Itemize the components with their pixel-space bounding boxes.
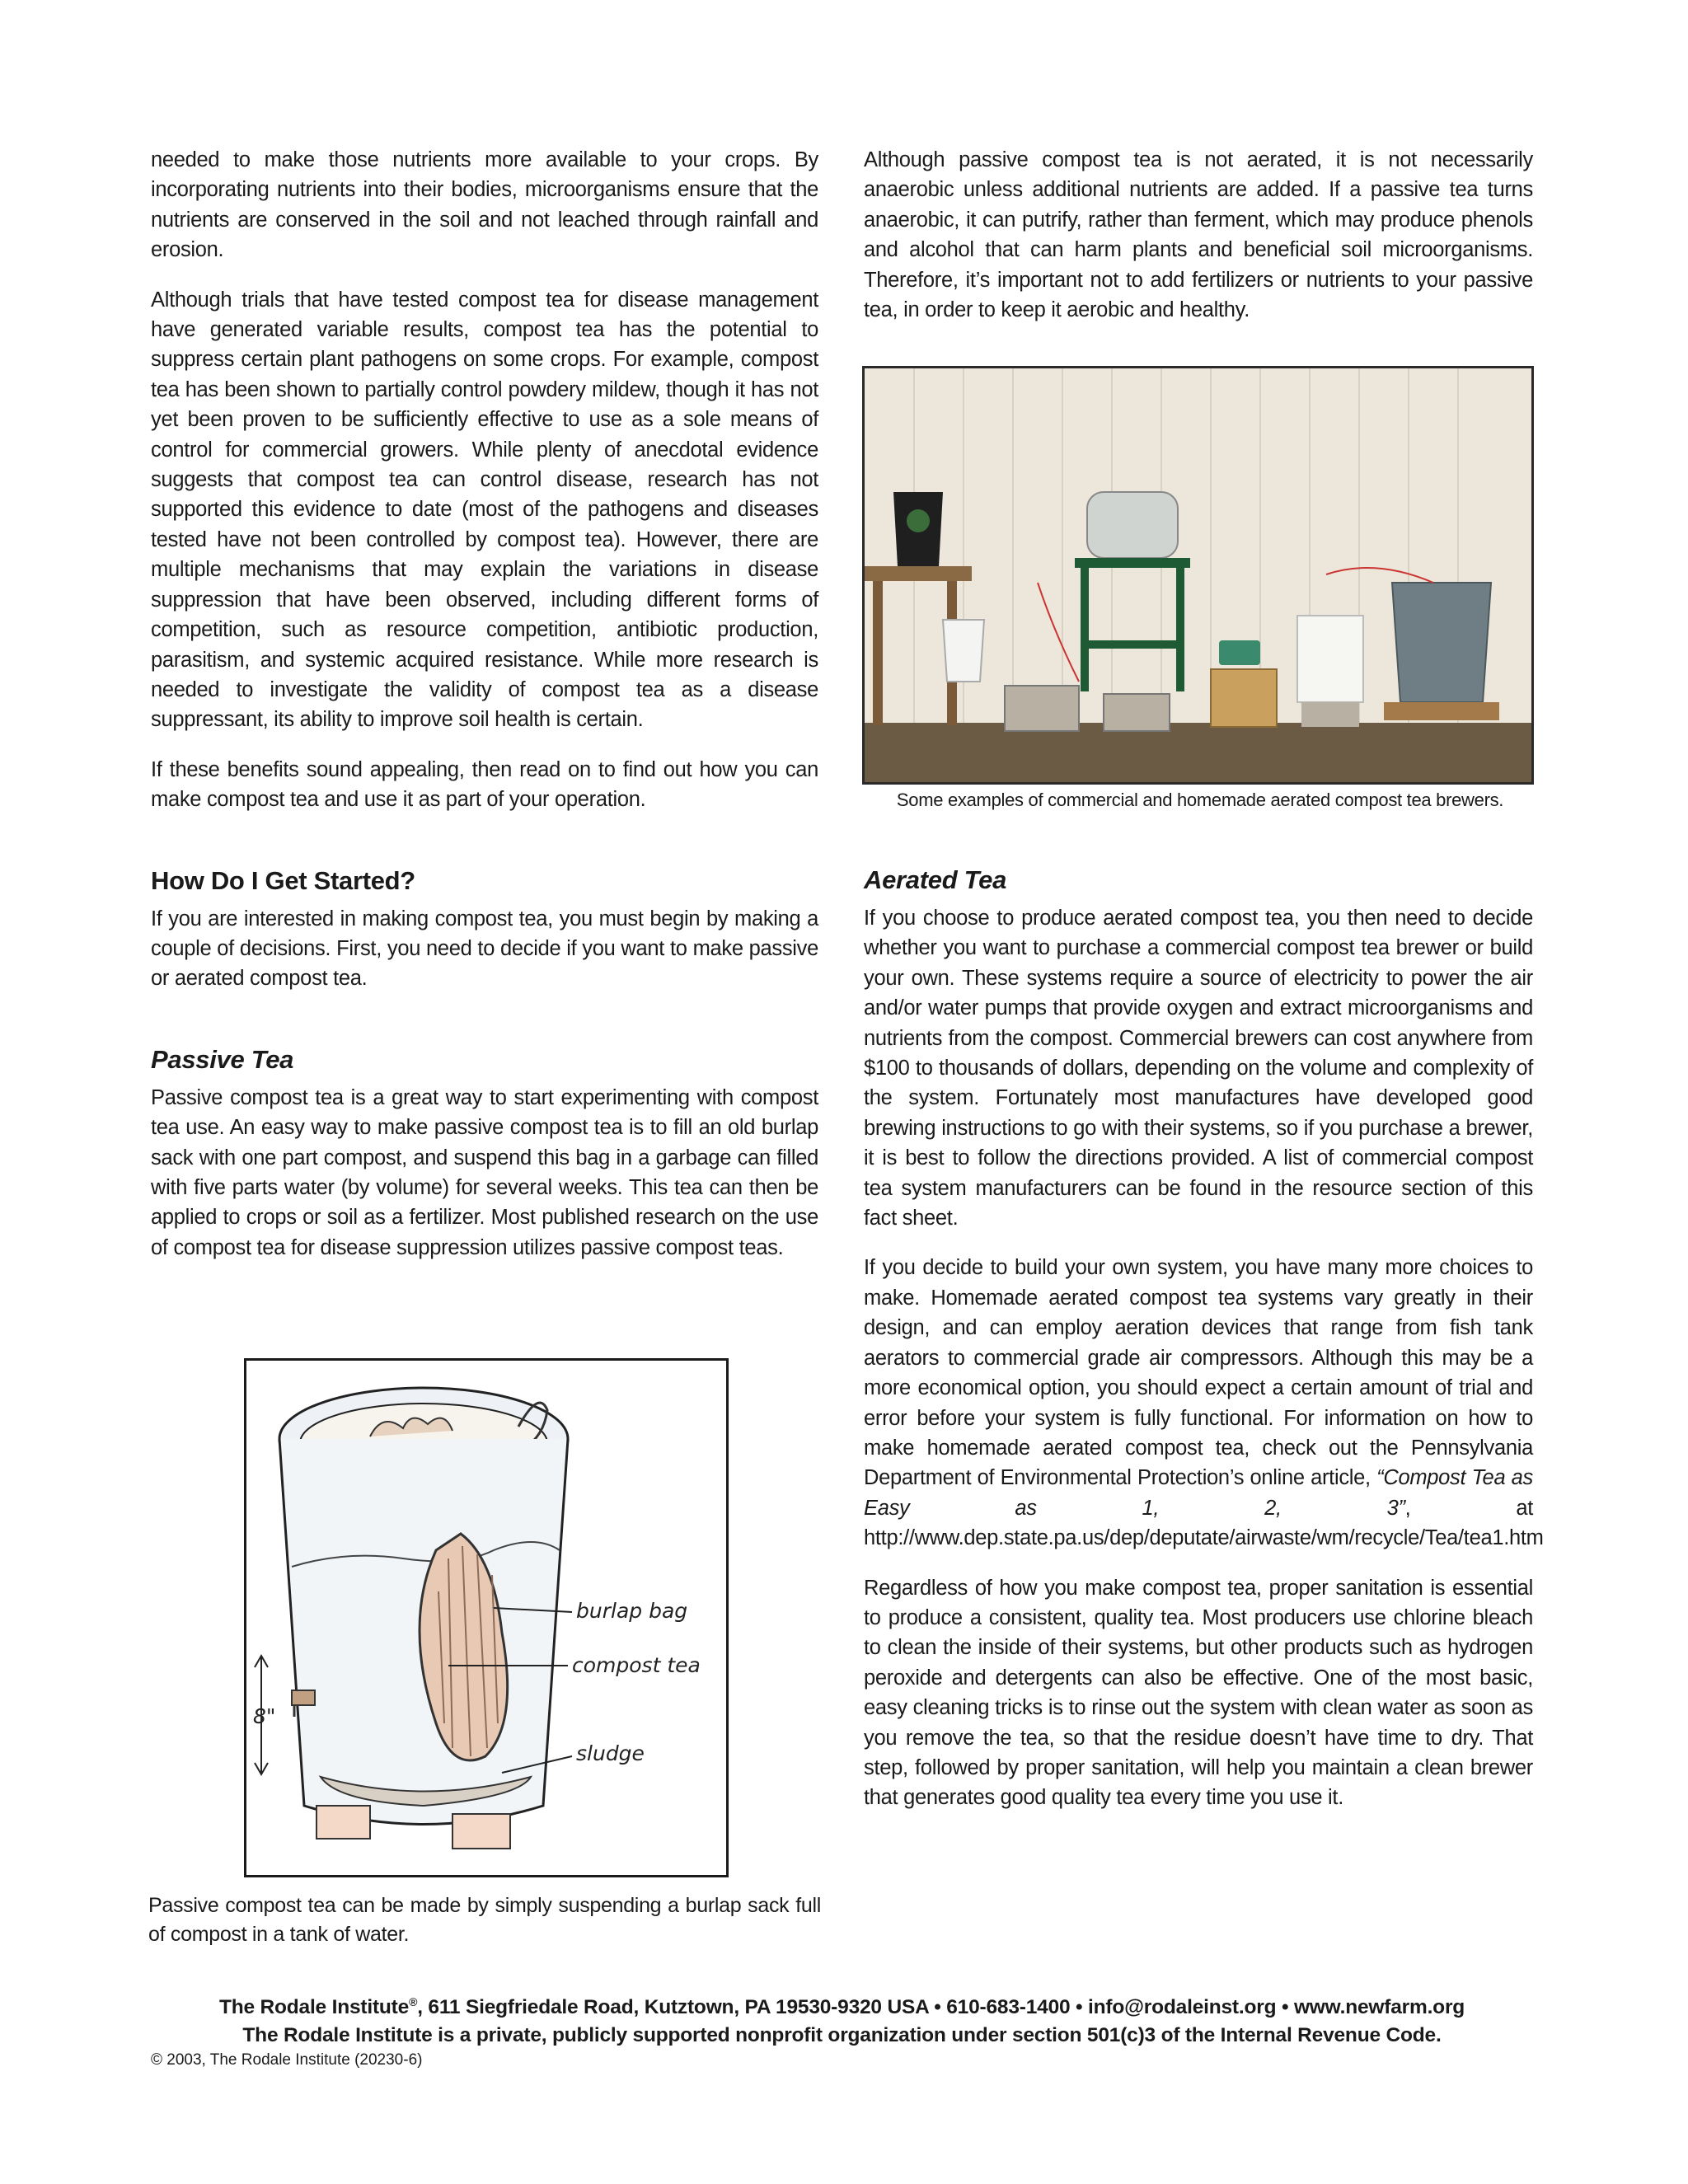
footer — [151, 1988, 1533, 2071]
paragraph: Although passive compost tea is not aerated, it is not necessarily anaerobic unless additional nutrients are added. If a passive tea turns anaerobic, it can putrify, rather than ferment, which may produce phenols and alcohol that can harm plants and beneficial soil microorganisms. Therefore, it’s important not to add fertilizers or nutrients to your passive tea, in order to keep it aerobic and healthy. — [864, 148, 1533, 322]
paragraph: If you are interested in making compost tea, you must begin by making a couple of decisions. First, you need to decide if you want to make passive or aerated compost tea. — [151, 907, 818, 991]
paragraph: Regardless of how you make compost tea, proper sanitation is essential to produce a consistent, quality tea. Most producers use chlorine bleach to clean the inside of their systems, but other products such as hydrogen peroxide and detergents can also be effective. One of the most basic, easy cleaning tricks is to rinse out the system with clean water as soon as you remove the tea, so that the residue doesn’t have time to dry. That step, followed by proper sanitation, will help you maintain a clean brewer that generates good quality tea every time you use it. — [864, 1576, 1533, 1810]
section-heading-passive-tea: Passive Tea — [151, 1044, 294, 1074]
right-column-bottom — [864, 865, 1544, 1833]
paragraph: If you choose to produce aerated compost tea, you then need to decide whether you want to purchase a commercial compost tea brewer or build your own. These systems require a source of electricity to power the air and/or water pumps that provide oxygen and extract microorganisms and nutrients from the compost. Commercial brewers can cost anywhere from $100 to thousands of dollars, depending on the volume and complexity of the system. Fortunately most manufactures have developed good brewing instructions to go with their systems, so if you purchase a brewer, it is best to follow the directions provided. A list of commercial compost tea system manufacturers can be found in the resource section of this fact sheet. — [864, 907, 1533, 1230]
right-column-top — [864, 145, 1533, 344]
label-burlap-bag: burlap bag — [576, 1599, 688, 1623]
garbage-can-drawing — [246, 1361, 726, 1875]
compost-tea-brewers-photo — [862, 366, 1534, 785]
article-title: “Compost Tea as Easy as 1, 2, 3” — [864, 1466, 1533, 1520]
footer-copyright: © 2003, The Rodale Institute (20230-6) — [151, 2051, 423, 2069]
illustration-caption: Passive compost tea can be made by simply suspending a burlap sack full of compost in a tank of water. — [148, 1894, 821, 1946]
article-link[interactable]: , at http://www.dep.state.pa.us/dep/deputate/airwaste/wm/recycle/Tea/tea1.htm — [864, 1496, 1544, 1550]
left-column — [151, 145, 818, 1282]
paragraph: needed to make those nutrients more available to your crops. By incorporating nutrients into their bodies, microorganisms ensure that the nutrients are conserved in the soil and not leached through rainfall and erosion. — [151, 148, 818, 262]
passive-tea-illustration — [244, 1358, 729, 1877]
photo-caption: Some examples of commercial and homemade aerated compost tea brewers. — [896, 790, 1504, 810]
label-compost-tea: compost tea — [572, 1653, 701, 1677]
paragraph: Although trials that have tested compost tea for disease management have generated variable results, compost tea has the potential to suppress certain plant pathogens on some crops. For example, compost tea has been shown to partially control powdery mildew, though it has not yet been proven to be sufficiently effective to use as a sole means of control for commercial growers. While plenty of anecdotal evidence suggests that compost tea can control disease, research has not supported this evidence to date (most of the pathogens and diseases tested have not been controlled by compost tea). However, there are multiple mechanisms that may explain the variations in disease suppression that have been observed, including different forms of competition, such as resource competition, antibiotic production, parasitism, and systemic acquired resistance. While more research is needed to investigate the validity of compost tea as a disease suppressant, its ability to improve soil health is certain. — [151, 288, 818, 732]
paragraph — [864, 1253, 1544, 1553]
label-sludge: sludge — [576, 1741, 645, 1765]
paragraph: Passive compost tea is a great way to start experimenting with compost tea use. An easy way to make passive compost tea is to fill an old burlap sack with one part compost, and suspend this bag in a garbage can filled with five parts water (by volume) for several weeks. This tea can then be applied to crops or soil as a fertilizer. Most published research on the use of compost tea for disease suppression utilizes passive compost teas. — [151, 1085, 818, 1259]
footer-org: The Rodale Institute — [218, 1996, 410, 2019]
brewers-photo-drawing — [865, 368, 1531, 782]
paragraph: If these benefits sound appealing, then read on to find out how you can make compost tea and use it as part of your operation. — [151, 757, 818, 812]
registered-mark: ® — [409, 1995, 418, 2008]
footer-address — [151, 1988, 1533, 2022]
paragraph-text: If you decide to build your own system, you have many more choices to make. Homemade aerated compost tea systems vary greatly in their design, and can employ aeration devices that range from fish tank aerators to commercial grade air compressors. Although this may be a more economical option, you should expect a certain amount of trial and error before your system is fully functional. For information on how to make homemade aerated compost tea, check out the Pennsylvania Department of Environmental Protection’s online article, — [864, 1256, 1533, 1490]
footer-contact: , 611 Siegfriedale Road, Kutztown, PA 19530-9320 USA • 610-683-1400 • info@rodaleinst.org • www.newfarm.org — [417, 1996, 1465, 2019]
section-heading-aerated-tea: Aerated Tea — [864, 865, 1007, 894]
height-label: 8" — [253, 1704, 276, 1728]
section-heading-get-started: How Do I Get Started? — [151, 865, 415, 895]
footer-nonprofit: The Rodale Institute is a private, publicly supported nonprofit organization under section 501(c)3 of the Internal Revenue Code. — [242, 2024, 1442, 2047]
